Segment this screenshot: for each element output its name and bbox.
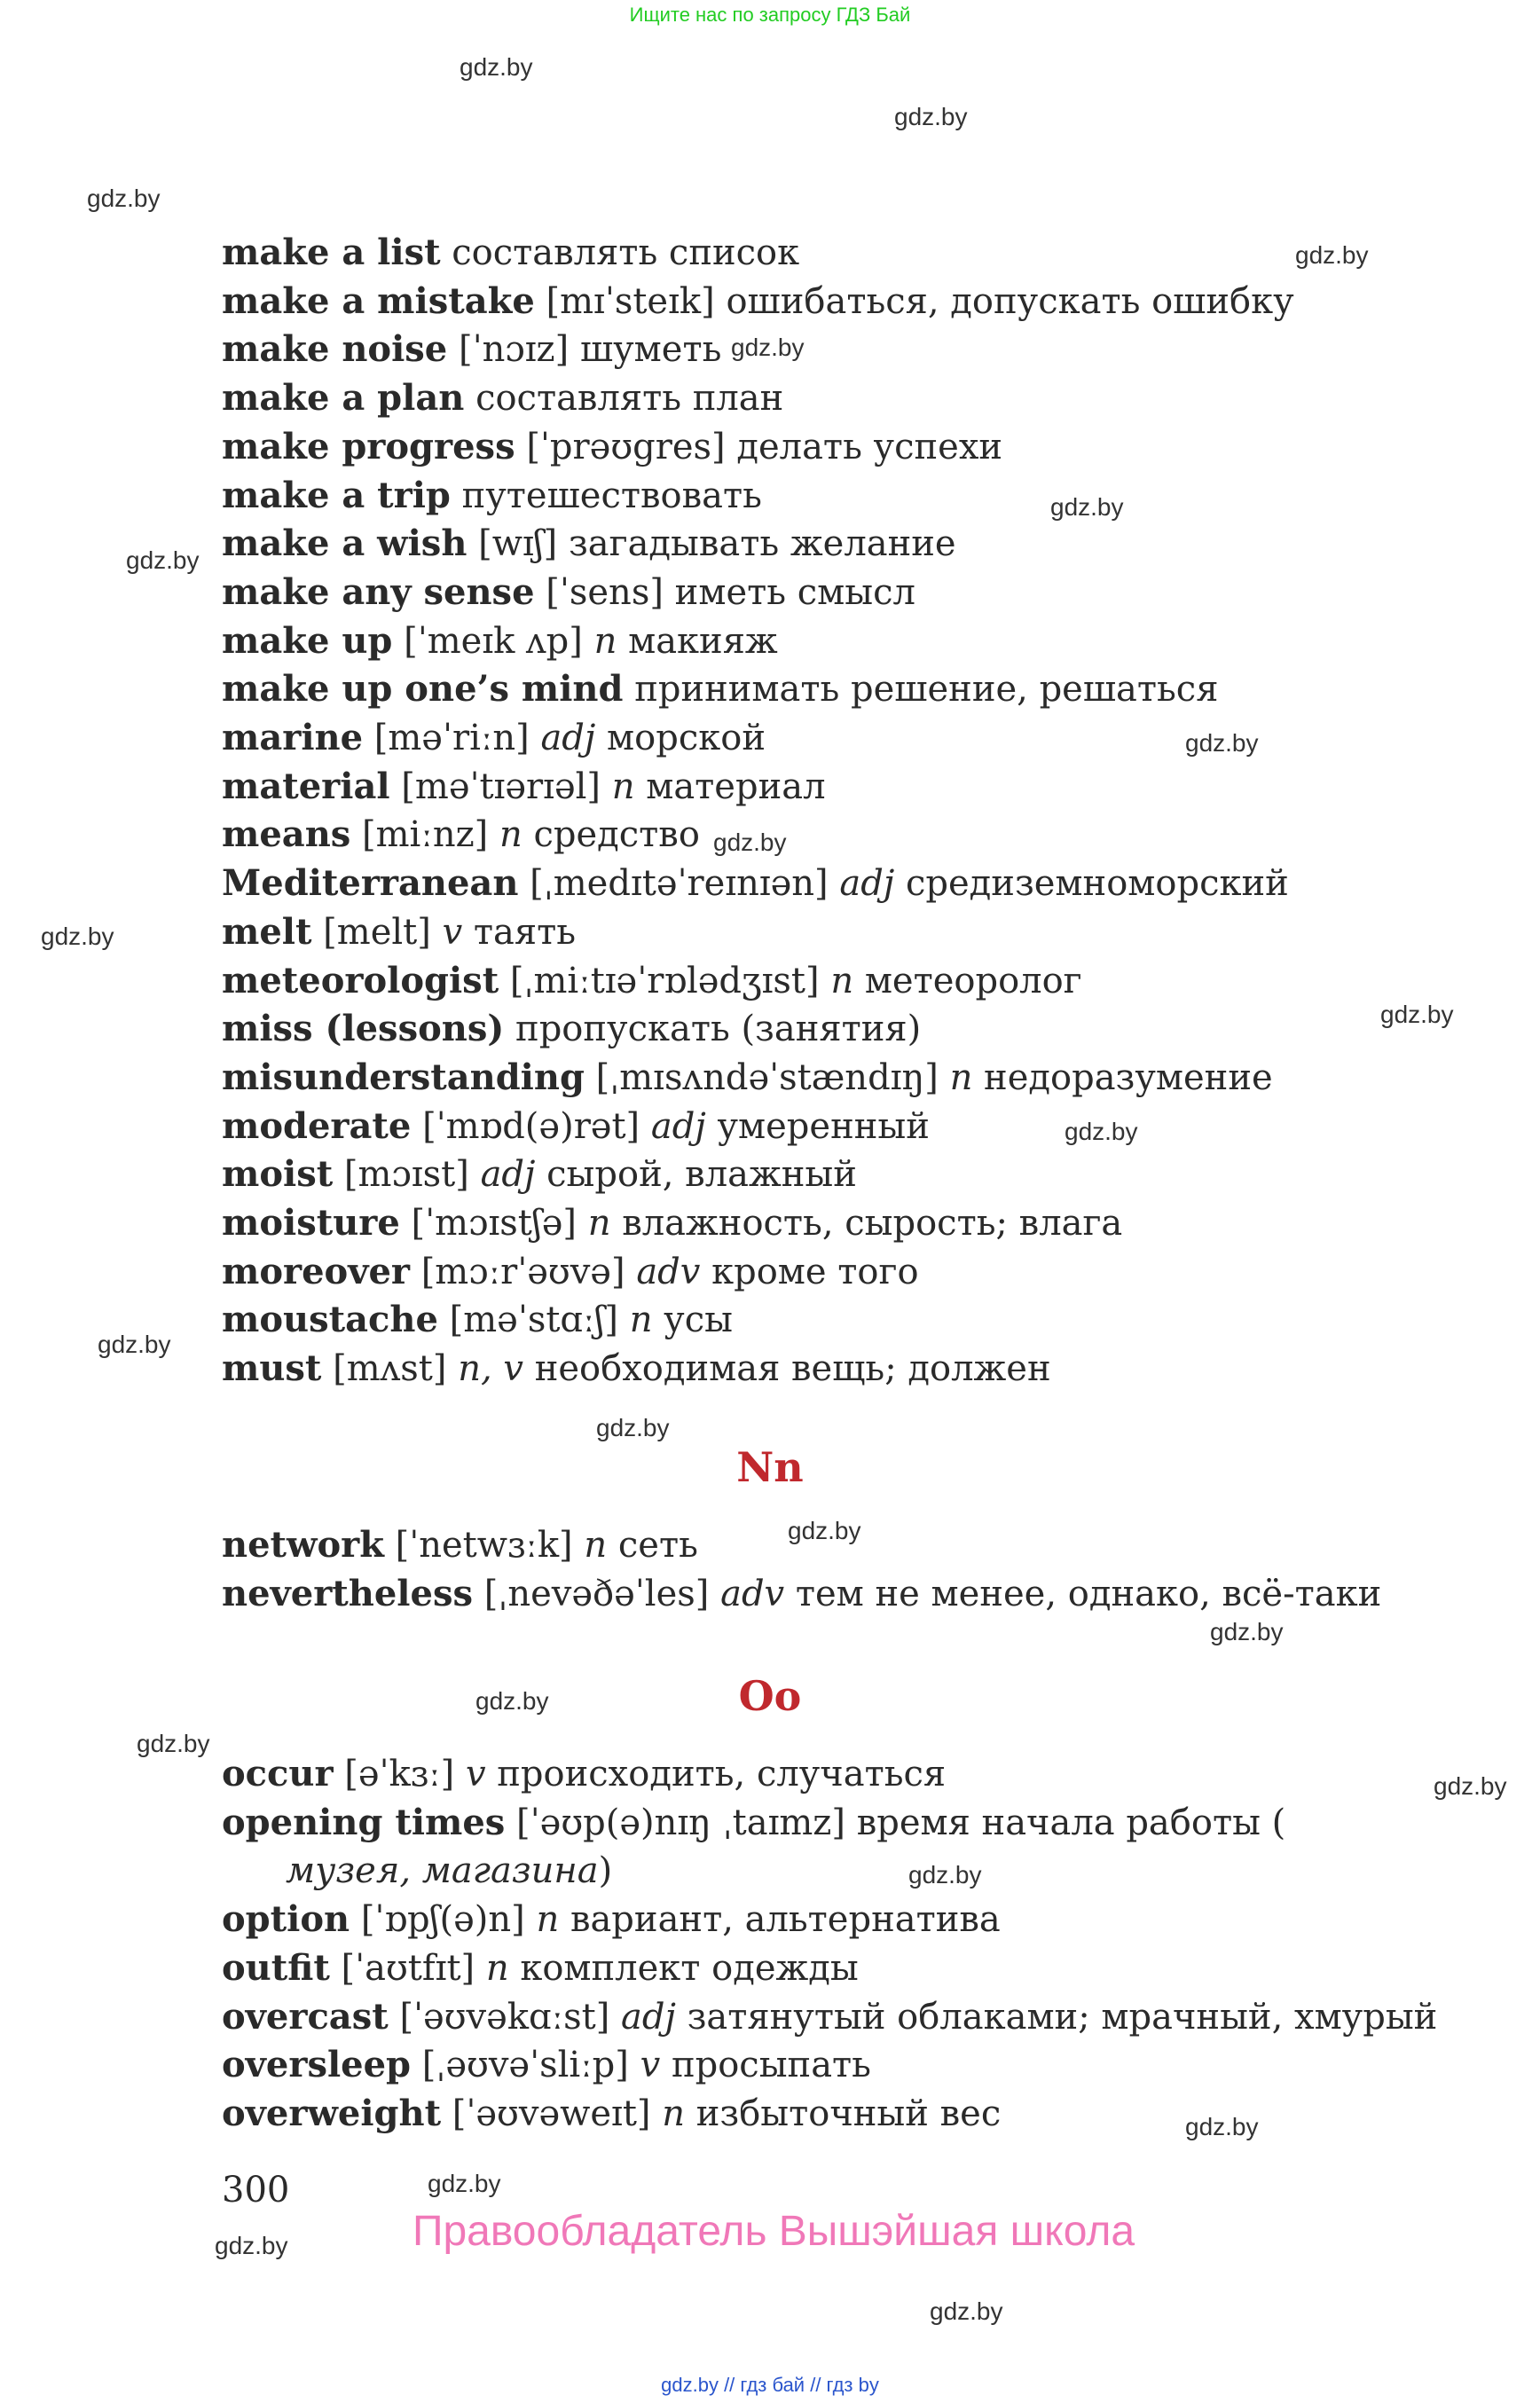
dictionary-entry [222, 1750, 1446, 1799]
watermark: gdz.by [1050, 493, 1124, 521]
headword: must [222, 1347, 322, 1390]
transcription: [mɔːrˈəʊvə] [420, 1251, 625, 1292]
watermark: gdz.by [731, 334, 805, 361]
dictionary-entry [222, 957, 1446, 1006]
dictionary-entry [222, 1345, 1446, 1394]
translation: необходимая вещь; должен [534, 1348, 1051, 1390]
translation: средство [533, 814, 700, 856]
dictionary-entry [222, 1150, 1446, 1199]
headword: material [222, 765, 390, 807]
translation: сырой, влажный [546, 1154, 857, 1196]
translation: делать успехи [736, 426, 1003, 467]
dictionary-entry [222, 374, 1446, 423]
transcription: [əˈkɜː] [344, 1754, 455, 1794]
watermark: gdz.by [41, 923, 114, 950]
headword: overcast [222, 1995, 389, 2038]
transcription: [məˈriːn] [373, 718, 530, 759]
headword: option [222, 1898, 350, 1941]
dictionary-section-o [222, 1750, 1446, 2139]
headword: moustache [222, 1299, 438, 1341]
watermark: gdz.by [1185, 729, 1259, 757]
top-banner[interactable]: Ищите нас по запросу ГДЗ Бай [629, 4, 911, 26]
transcription: [ˌmedɪtəˈreɪnɪən] [530, 863, 829, 905]
transcription: [ˈnetwɜːk] [395, 1525, 573, 1566]
part-of-speech: adj [621, 1996, 676, 2038]
translation: путешествовать [461, 475, 762, 516]
headword: make a list [222, 232, 441, 273]
part-of-speech: adv [636, 1251, 701, 1292]
part-of-speech: adj [540, 718, 596, 759]
translation: шуметь [579, 329, 722, 371]
bottom-links[interactable]: gdz.by // гдз бай // гдз by [661, 2374, 879, 2396]
transcription: [ˈmeɪk ʌp] [404, 620, 583, 662]
watermark: gdz.by [1295, 241, 1369, 269]
headword: make progress [222, 425, 515, 467]
watermark: gdz.by [137, 1730, 210, 1757]
part-of-speech: n [662, 2093, 685, 2134]
dictionary-entry [222, 860, 1446, 908]
part-of-speech: n [593, 620, 617, 662]
translation: таять [473, 911, 577, 953]
watermark: gdz.by [475, 1687, 549, 1715]
part-of-speech: n [830, 960, 854, 1001]
part-of-speech: v [465, 1754, 486, 1794]
translation-tail: ) [598, 1850, 613, 1892]
part-of-speech: n [499, 814, 522, 856]
part-of-speech: adj [480, 1154, 536, 1196]
dictionary-entry [222, 520, 1446, 569]
headword: marine [222, 717, 364, 759]
headword: make any sense [222, 570, 535, 613]
translation: ошибаться, допускать ошибку [726, 280, 1294, 322]
transcription: [miːnz] [362, 814, 489, 856]
transcription: [ˈɒpʃ(ə)n] [360, 1899, 525, 1941]
part-of-speech: adj [650, 1105, 706, 1147]
dictionary-entry [222, 569, 1446, 617]
watermark: gdz.by [215, 2232, 288, 2259]
dictionary-entry [222, 2041, 1446, 2090]
translation: материал [646, 766, 826, 807]
dictionary-entry [222, 423, 1446, 472]
headword: make a trip [222, 474, 451, 516]
translation: морской [607, 718, 766, 759]
dictionary-entry [222, 763, 1446, 812]
headword: miss (lessons) [222, 1008, 505, 1050]
dictionary-entry [222, 1570, 1446, 1619]
headword: make a mistake [222, 279, 535, 322]
transcription: [ˈprəʊgres] [526, 426, 726, 467]
headword: oversleep [222, 2044, 412, 2086]
watermark: gdz.by [460, 53, 533, 81]
dictionary-entry [222, 908, 1446, 957]
dictionary-entry [222, 1896, 1446, 1944]
transcription: [mɔɪst] [343, 1154, 469, 1196]
watermark: gdz.by [1065, 1118, 1138, 1145]
translation: загадывать желание [568, 523, 956, 565]
dictionary-entry [222, 1199, 1446, 1248]
transcription: [mɪˈsteɪk] [546, 280, 715, 322]
watermark: gdz.by [1434, 1772, 1507, 1800]
headword: melt [222, 910, 312, 953]
translation: средиземноморский [905, 863, 1289, 905]
translation: просыпать [671, 2045, 871, 2086]
dictionary-entry [222, 278, 1446, 326]
dictionary-entry [222, 665, 1446, 714]
dictionary-entry [222, 1521, 1446, 1570]
transcription: [ˌmiːtɪəˈrɒlədʒɪst] [509, 960, 820, 1001]
translation: умеренный [717, 1105, 930, 1147]
watermark: gdz.by [596, 1414, 670, 1441]
headword: make up one’s mind [222, 668, 624, 711]
page-number: 300 [222, 2170, 290, 2211]
watermark: gdz.by [126, 546, 200, 574]
watermark: gdz.by [1185, 2113, 1259, 2140]
part-of-speech: v [640, 2045, 661, 2086]
part-of-speech: v [442, 911, 463, 953]
headword: misunderstanding [222, 1056, 585, 1098]
part-of-speech: n [611, 766, 635, 807]
watermark: gdz.by [713, 828, 787, 856]
transcription: [wɪʃ] [478, 523, 558, 565]
part-of-speech: n [584, 1525, 608, 1566]
transcription: [ˌəʊvəˈsliːp] [421, 2045, 629, 2086]
watermark: gdz.by [98, 1331, 171, 1358]
transcription: [məˈtɪərɪəl] [401, 766, 601, 807]
dictionary-entry [222, 617, 1446, 666]
transcription: [ˈnɔɪz] [458, 329, 570, 371]
headword: meteorologist [222, 959, 499, 1001]
dictionary-entry [222, 326, 1446, 374]
watermark: gdz.by [1380, 1001, 1454, 1028]
transcription: [ˈsens] [546, 571, 664, 613]
headword: nevertheless [222, 1572, 473, 1614]
translation: составлять план [475, 378, 784, 420]
headword: make a wish [222, 522, 468, 565]
translation: составлять список [452, 232, 800, 273]
transcription: [mʌst] [333, 1348, 447, 1390]
translation-italic: музея, магазина [286, 1850, 599, 1892]
transcription: [ˈəʊp(ə)nɪŋ ˌtaɪmz] [516, 1802, 845, 1843]
part-of-speech: adv [720, 1573, 785, 1614]
dictionary-entry [222, 714, 1446, 763]
headword: moderate [222, 1104, 412, 1147]
translation: макияж [628, 620, 778, 662]
headword: opening times [222, 1801, 506, 1843]
part-of-speech: adj [839, 863, 895, 905]
headword: moisture [222, 1202, 400, 1245]
translation: недоразумение [984, 1056, 1273, 1098]
dictionary-entry [222, 472, 1446, 521]
dictionary-entry [222, 1799, 1446, 1896]
transcription: [ˈaʊtfɪt] [341, 1947, 475, 1989]
watermark: gdz.by [908, 1861, 982, 1889]
translation: затянутый облаками; мрачный, хмурый [687, 1996, 1438, 2038]
translation: пропускать (занятия) [515, 1009, 922, 1050]
part-of-speech: n [536, 1899, 560, 1941]
dictionary-entry [222, 1944, 1446, 1993]
headword: Mediterranean [222, 862, 519, 905]
letter-heading-o: Oo [738, 1672, 802, 1720]
transcription: [melt] [323, 911, 431, 953]
dictionary-entry [222, 2090, 1446, 2139]
entry-continuation [222, 1847, 1446, 1896]
watermark: gdz.by [894, 103, 968, 130]
transcription: [ˈmɒd(ə)rət] [422, 1105, 640, 1147]
headword: outfit [222, 1946, 330, 1989]
watermark: gdz.by [788, 1517, 861, 1544]
translation: комплект одежды [520, 1947, 859, 1989]
transcription: [ˈmɔɪstʃə] [411, 1203, 577, 1245]
translation: усы [664, 1300, 733, 1341]
transcription: [ˈəʊvəkɑːst] [399, 1996, 610, 2038]
headword: make up [222, 619, 393, 662]
dictionary-entry [222, 811, 1446, 860]
translation: время начала работы ( [856, 1802, 1286, 1843]
dictionary-entry [222, 1993, 1446, 2042]
translation: влажность, сырость; влага [622, 1203, 1123, 1245]
watermark: gdz.by [87, 185, 161, 212]
dictionary-entry [222, 1103, 1446, 1151]
transcription: [ˈəʊvəweɪt] [452, 2093, 651, 2134]
translation: происходить, случаться [497, 1754, 947, 1794]
translation: кроме того [711, 1251, 919, 1292]
translation: сеть [617, 1525, 698, 1566]
copyright-holder: Правообладатель Вышэйшая школа [412, 2208, 1135, 2255]
headword: network [222, 1524, 384, 1566]
headword: moreover [222, 1250, 410, 1292]
translation: тем не менее, однако, всё-таки [795, 1573, 1382, 1614]
part-of-speech: n, v [458, 1348, 523, 1390]
part-of-speech: n [587, 1203, 611, 1245]
headword: occur [222, 1753, 334, 1794]
translation: вариант, альтернатива [570, 1899, 1001, 1941]
part-of-speech: n [485, 1947, 509, 1989]
watermark: gdz.by [428, 2170, 501, 2197]
headword: overweight [222, 2092, 442, 2134]
dictionary-entry [222, 1005, 1446, 1054]
translation: принимать решение, решаться [634, 669, 1219, 711]
watermark: gdz.by [930, 2297, 1003, 2325]
translation: избыточный вес [695, 2093, 1002, 2134]
dictionary-entry [222, 1296, 1446, 1345]
dictionary-entry [222, 229, 1446, 278]
headword: means [222, 813, 351, 856]
transcription: [məˈstɑːʃ] [449, 1300, 618, 1341]
dictionary-section-m [222, 229, 1446, 1394]
part-of-speech: n [949, 1056, 973, 1098]
dictionary-section-n [222, 1521, 1446, 1618]
dictionary-entry [222, 1248, 1446, 1297]
dictionary-entry [222, 1054, 1446, 1103]
transcription: [ˌnevəðəˈles] [483, 1573, 710, 1614]
letter-heading-n: Nn [736, 1443, 804, 1491]
headword: make a plan [222, 377, 465, 420]
translation: метеоролог [864, 960, 1082, 1001]
headword: make noise [222, 328, 448, 371]
translation: иметь смысл [674, 571, 915, 613]
part-of-speech: n [629, 1300, 653, 1341]
headword: moist [222, 1153, 334, 1196]
watermark: gdz.by [1210, 1618, 1284, 1645]
transcription: [ˌmɪsʌndəˈstændɪŋ] [595, 1056, 939, 1098]
